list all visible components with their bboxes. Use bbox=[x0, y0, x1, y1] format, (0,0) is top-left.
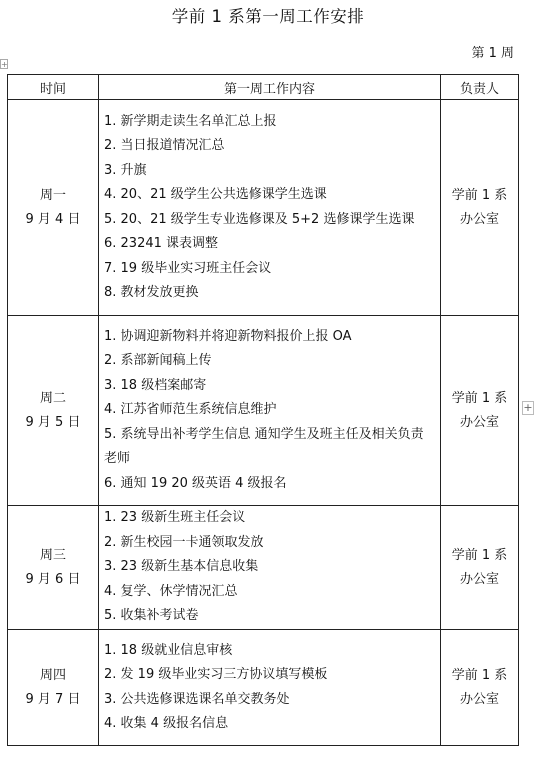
day-date: 9 月 4 日 bbox=[25, 211, 81, 227]
owner-line: 办公室 bbox=[459, 691, 499, 707]
task-item: 4. 江苏省师范生系统信息维护 bbox=[104, 402, 277, 418]
day-cell bbox=[8, 100, 99, 316]
task-item: 2. 系部新闻稿上传 bbox=[104, 353, 212, 369]
task-item: 5. 收集补考试卷 bbox=[104, 608, 199, 624]
owner-line: 学前 1 系 bbox=[451, 547, 508, 563]
day-cell bbox=[8, 316, 99, 506]
header-content: 第一周工作内容 bbox=[99, 75, 441, 100]
day-date: 9 月 6 日 bbox=[25, 571, 81, 587]
task-item: 4. 20、21 级学生公共选修课学生选课 bbox=[104, 187, 327, 202]
day-name: 周三 bbox=[39, 547, 66, 563]
owner-cell bbox=[441, 506, 519, 630]
table-row bbox=[8, 100, 519, 316]
table-row bbox=[8, 506, 519, 630]
day-cell bbox=[8, 506, 99, 630]
owner-line: 办公室 bbox=[459, 211, 499, 227]
table-row bbox=[8, 630, 519, 746]
task-item: 8. 教材发放更换 bbox=[104, 285, 199, 300]
day-name: 周四 bbox=[39, 667, 66, 683]
owner-line: 学前 1 系 bbox=[451, 667, 508, 683]
page-title: 学前 1 系第一周工作安排 bbox=[171, 7, 365, 26]
table-move-handle-icon[interactable]: + bbox=[1, 60, 8, 69]
owner-line: 学前 1 系 bbox=[451, 187, 508, 203]
task-item: 4. 复学、休学情况汇总 bbox=[104, 583, 238, 599]
day-date: 9 月 5 日 bbox=[25, 414, 81, 430]
header-owner: 负责人 bbox=[441, 75, 519, 100]
task-item: 5. 系统导出补考学生信息 通知学生及班主任及相关负责老师 bbox=[104, 426, 424, 467]
task-item: 6. 通知 19 20 级英语 4 级报名 bbox=[104, 475, 287, 491]
schedule-table bbox=[7, 74, 519, 746]
table-row bbox=[8, 316, 519, 506]
task-item: 3. 23 级新生基本信息收集 bbox=[104, 559, 259, 575]
task-item: 7. 19 级毕业实习班主任会议 bbox=[104, 260, 272, 276]
owner-line: 学前 1 系 bbox=[451, 390, 508, 406]
task-item: 3. 升旗 bbox=[104, 162, 147, 178]
owner-cell bbox=[441, 630, 519, 746]
task-item: 2. 发 19 级毕业实习三方协议填写模板 bbox=[104, 667, 328, 682]
task-item: 2. 当日报道情况汇总 bbox=[104, 138, 225, 153]
owner-cell bbox=[441, 100, 519, 316]
task-cell bbox=[99, 630, 441, 746]
task-item: 2. 新生校园一卡通领取发放 bbox=[104, 534, 264, 550]
task-item: 1. 协调迎新物料并将迎新物料报价上报 OA bbox=[104, 328, 352, 344]
header-row bbox=[8, 75, 519, 100]
task-item: 4. 收集 4 级报名信息 bbox=[104, 716, 229, 731]
task-item: 1. 18 级就业信息审核 bbox=[104, 642, 233, 658]
header-time: 时间 bbox=[8, 75, 99, 100]
owner-line: 办公室 bbox=[459, 571, 499, 587]
task-item: 1. 23 级新生班主任会议 bbox=[104, 510, 246, 526]
owner-line: 办公室 bbox=[459, 414, 499, 430]
task-item: 6. 23241 课表调整 bbox=[104, 236, 219, 251]
day-date: 9 月 7 日 bbox=[25, 691, 81, 707]
task-cell bbox=[99, 316, 441, 506]
task-item: 5. 20、21 级学生专业选修课及 5+2 选修课学生选课 bbox=[104, 211, 415, 227]
week-label: 第 1 周 bbox=[471, 46, 514, 61]
task-cell bbox=[99, 506, 441, 630]
day-cell bbox=[8, 630, 99, 746]
day-name: 周二 bbox=[39, 390, 66, 406]
task-item: 3. 18 级档案邮寄 bbox=[104, 377, 207, 393]
task-item: 1. 新学期走读生名单汇总上报 bbox=[104, 113, 277, 129]
task-cell bbox=[99, 100, 441, 316]
task-item: 3. 公共选修课选课名单交教务处 bbox=[104, 691, 290, 707]
day-name: 周一 bbox=[39, 187, 66, 203]
add-column-icon[interactable]: + bbox=[523, 401, 533, 414]
owner-cell bbox=[441, 316, 519, 506]
